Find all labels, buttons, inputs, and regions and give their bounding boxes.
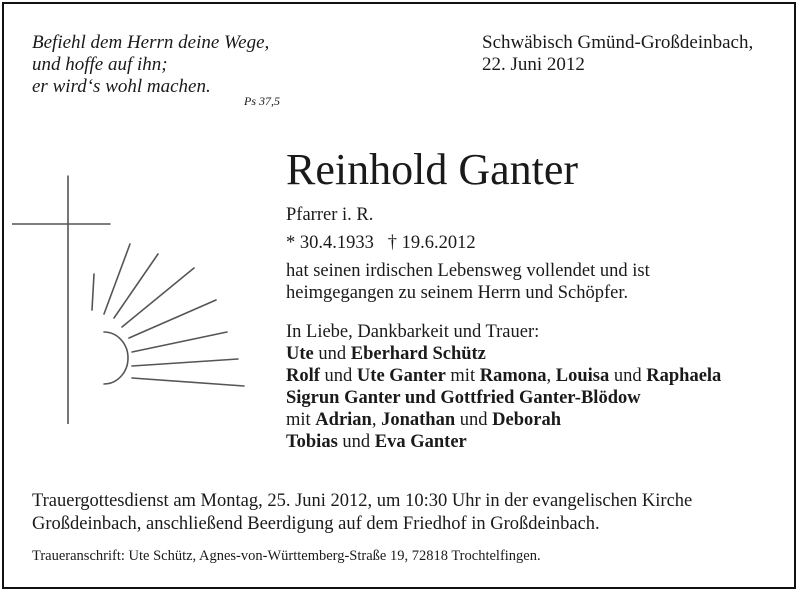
sun-ray [132,359,238,366]
mourner-name: Deborah [492,410,561,430]
condolence-address: Traueranschrift: Ute Schütz, Agnes-von-Württemberg-Straße 19, 72818 Trochtelfingen. [32,548,541,564]
mourner-name: Eva Ganter [374,432,467,452]
connector: und [313,344,351,364]
cross-with-rising-sun-icon [12,162,274,424]
connector: und [609,366,647,386]
place: Schwäbisch Gmünd-Großdeinbach, [482,32,754,53]
sun-ray [132,378,244,386]
sun-ray [104,244,130,314]
verse-reference: Ps 37,5 [244,94,280,108]
sun-ray [122,268,194,327]
death-date: † 19.6.2012 [387,233,476,253]
deceased-title: Pfarrer i. R. [286,205,374,225]
place-and-date [482,32,753,76]
mourners-intro: In Liebe, Dankbarkeit und Trauer: [286,322,540,342]
mourner-line [286,387,721,409]
connector: mit [286,410,316,430]
life-dates [286,232,721,254]
mourner-line [286,431,721,453]
sun-ray [132,332,227,352]
verse-line: Befiehl dem Herrn deine Wege, [32,32,270,53]
mourner-name: Ute Ganter [356,366,446,386]
statement-line: hat seinen irdischen Lebensweg vollendet und ist [286,261,650,281]
mourner-name: Ute [286,344,314,364]
obituary-notice [2,2,796,589]
verse-line: er wird‘s wohl machen. [32,76,211,97]
verse-line: und hoffe auf ihn; [32,54,168,75]
funeral-service-info [32,490,692,536]
sun-ray [114,254,158,318]
bible-verse [32,32,269,98]
connector: , [371,410,382,430]
sun-arc [104,332,128,384]
mourner-name: Adrian [315,410,372,430]
sun-ray [129,300,216,338]
mourner-name: Sigrun Ganter und Gottfried Ganter-Blödow [286,388,641,408]
connector: und [337,432,375,452]
statement-line: heimgegangen zu seinem Herrn und Schöpfer. [286,283,629,303]
mourner-line [286,365,721,387]
connector: , [546,366,556,386]
mourner-name: Raphaela [646,366,722,386]
connector: mit [445,366,480,386]
mourner-line [286,409,721,431]
date: 22. Juni 2012 [482,54,585,75]
birth-date: * 30.4.1933 [286,233,374,253]
deceased-name: Reinhold Ganter [286,145,579,194]
mourner-name: Ramona [479,366,547,386]
service-line: Trauergottesdienst am Montag, 25. Juni 2012, um 10:30 Uhr in der evangelischen Kirche [32,491,693,511]
mourner-name: Louisa [555,366,610,386]
connector: und [455,410,493,430]
mourner-name: Jonathan [381,410,456,430]
service-line: Großdeinbach, anschließend Beerdigung auf dem Friedhof in Großdeinbach. [32,514,600,534]
mourner-name: Rolf [286,366,320,386]
mourner-name: Tobias [286,432,338,452]
connector: und [319,366,357,386]
sun-ray [92,274,94,310]
mourner-line [286,343,721,365]
obituary-body [286,204,721,453]
mourner-name: Eberhard Schütz [350,344,486,364]
